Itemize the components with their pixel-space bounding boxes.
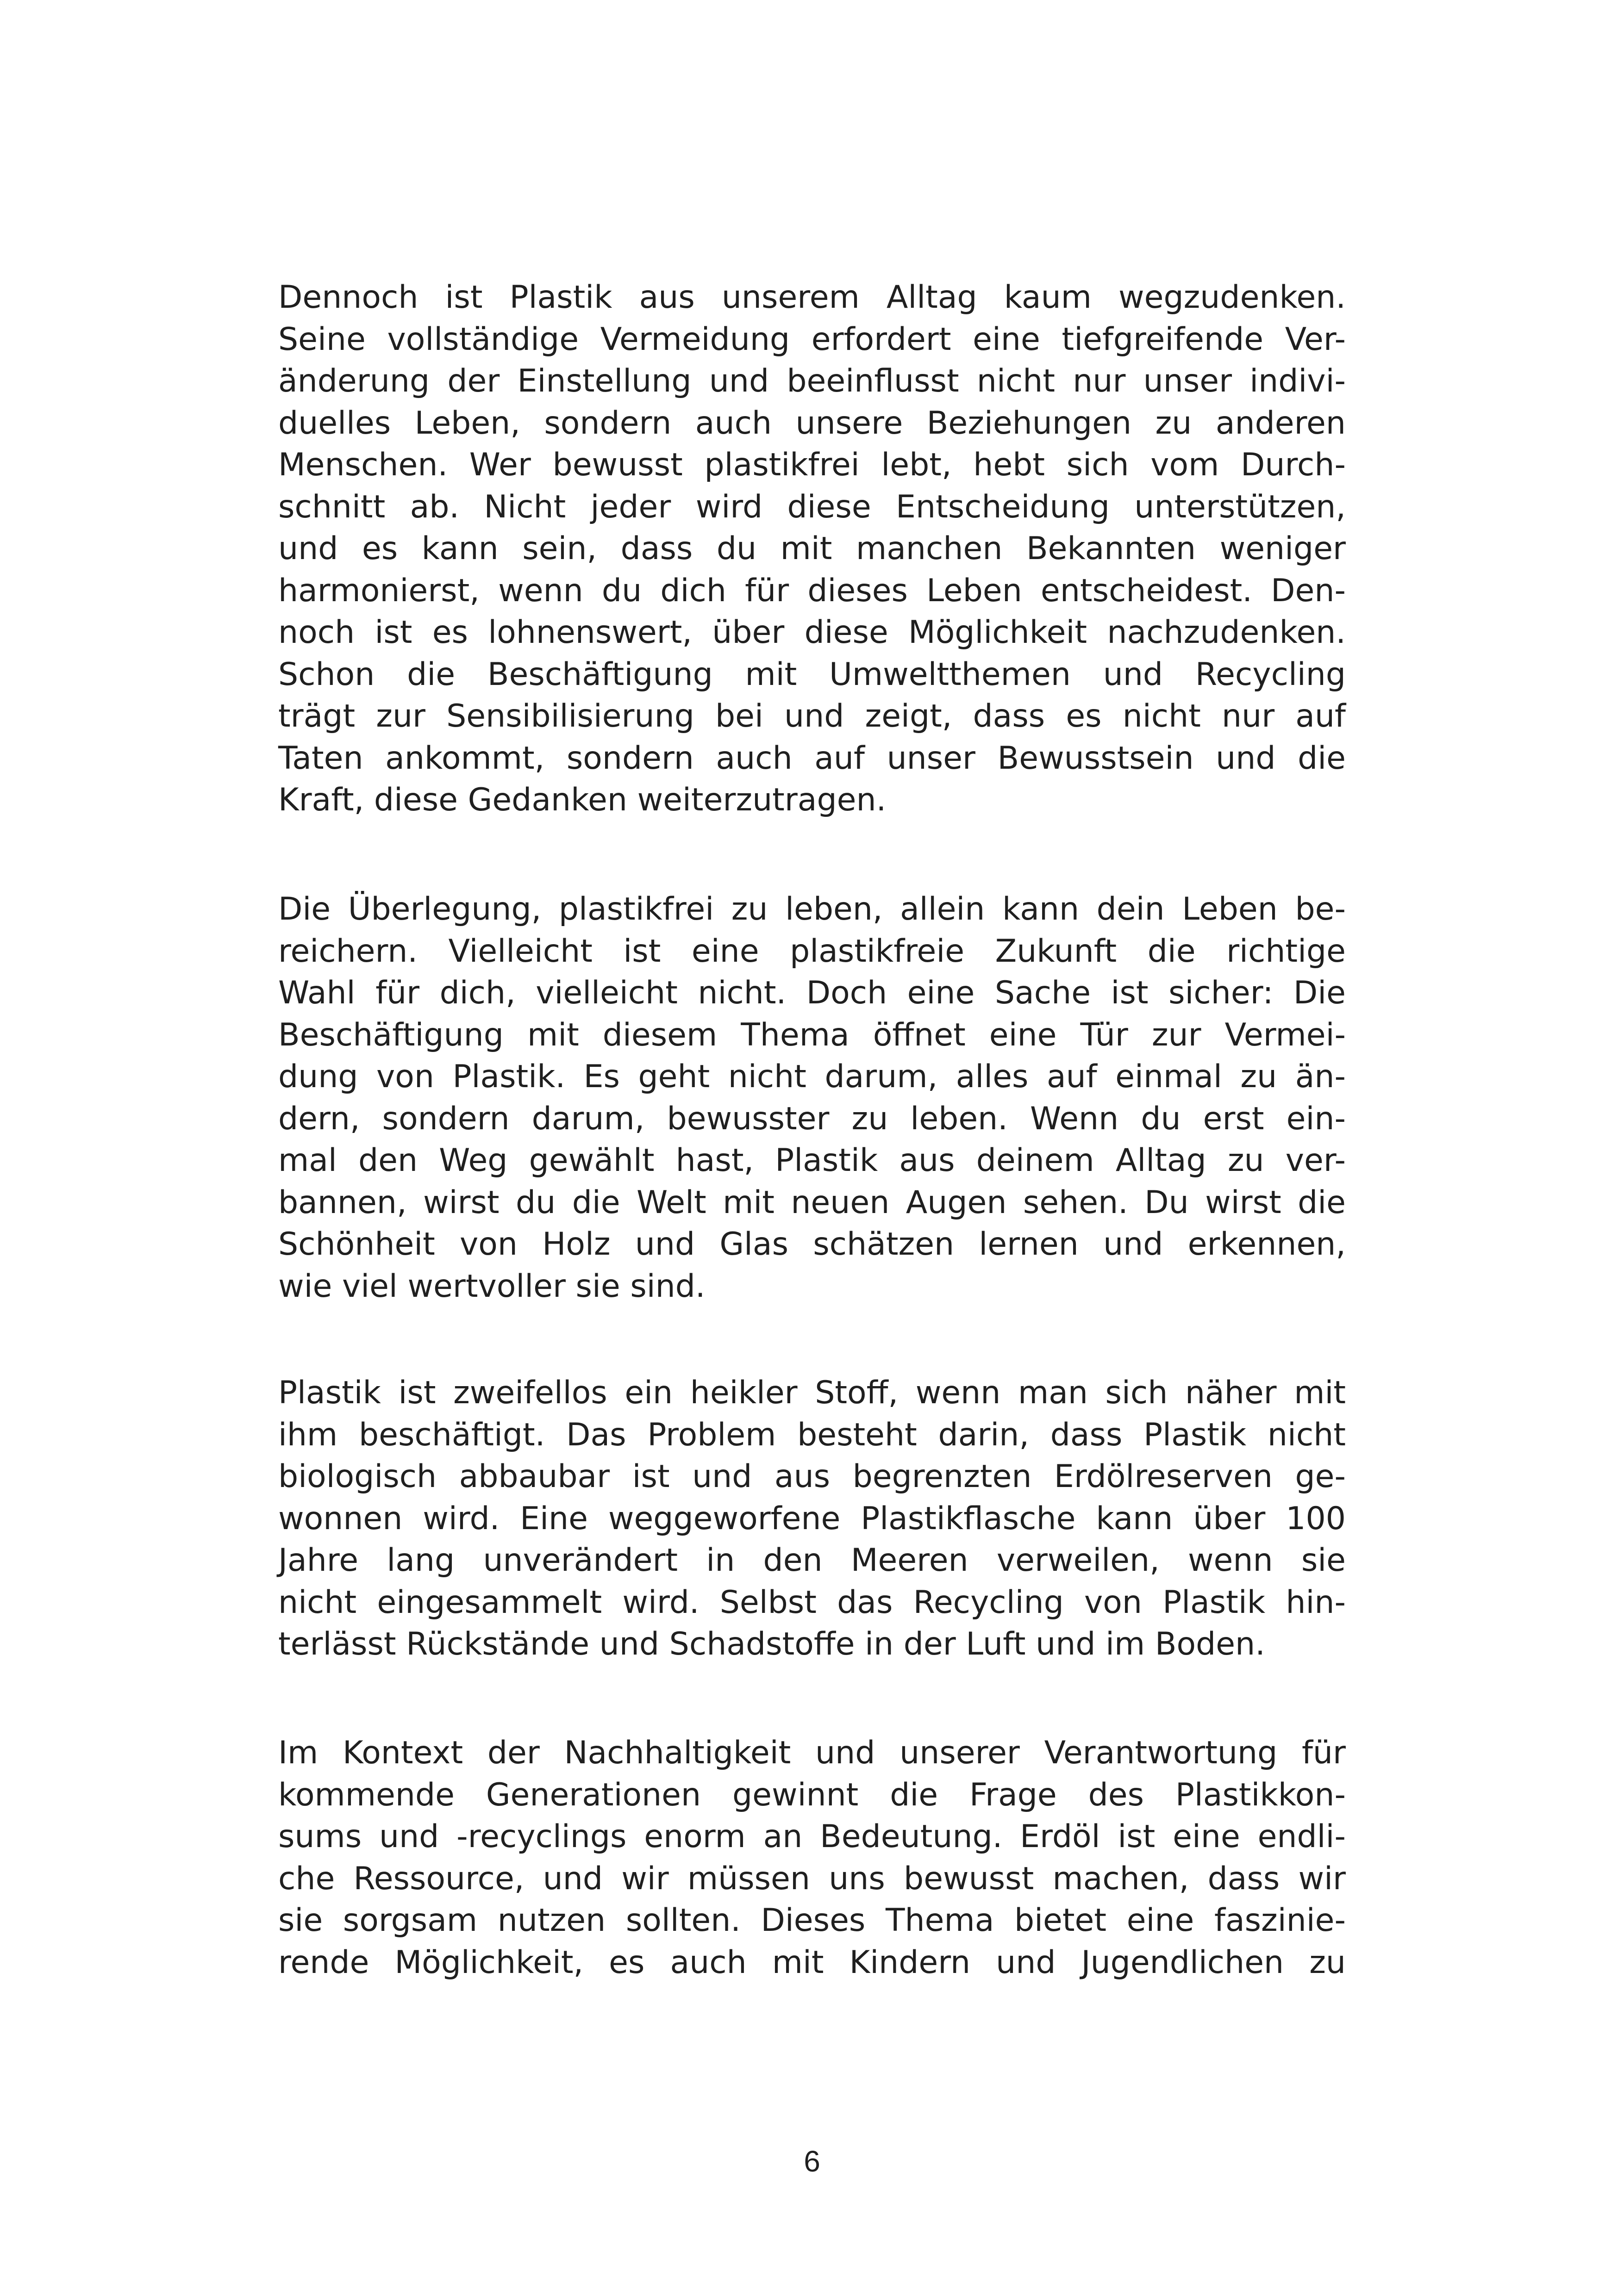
text-line: Jahre lang unverändert in den Meeren verweilen, wenn sie xyxy=(278,1542,1346,1579)
text-line: mal den Weg gewählt hast, Plastik aus deinem Alltag zu ver- xyxy=(278,1142,1346,1179)
text-line: terlässt Rückstände und Schadstoffe in der Luft und im Boden. xyxy=(278,1626,1265,1662)
paragraph-4 xyxy=(278,1732,1346,1984)
text-line: reichern. Vielleicht ist eine plastikfreie Zukunft die richtige xyxy=(278,933,1346,970)
text-line: Plastik ist zweifellos ein heikler Stoff, wenn man sich näher mit xyxy=(278,1375,1346,1411)
text-line: kommende Generationen gewinnt die Frage des Plastikkon- xyxy=(278,1776,1346,1813)
text-line: harmonierst, wenn du dich für dieses Leben entscheidest. Den- xyxy=(278,572,1346,609)
text-line: duelles Leben, sondern auch unsere Beziehungen zu anderen xyxy=(278,404,1346,442)
text-line: biologisch abbaubar ist und aus begrenzten Erdölreserven ge- xyxy=(278,1458,1346,1495)
text-line: Schon die Beschäftigung mit Umweltthemen und Recycling xyxy=(278,656,1346,693)
text-line: Im Kontext der Nachhaltigkeit und unserer Verantwortung für xyxy=(278,1735,1346,1771)
text-line: Seine vollständige Vermeidung erfordert eine tiefgreifende Ver- xyxy=(278,321,1346,358)
text-line: Menschen. Wer bewusst plastikfrei lebt, hebt sich vom Durch- xyxy=(278,447,1346,483)
text-line: Wahl für dich, vielleicht nicht. Doch eine Sache ist sicher: Die xyxy=(278,975,1346,1011)
text-line: nicht eingesammelt wird. Selbst das Recycling von Plastik hin- xyxy=(278,1584,1346,1621)
text-line: wonnen wird. Eine weggeworfene Plastikflasche kann über 100 xyxy=(278,1500,1346,1537)
paragraph-3 xyxy=(278,1372,1346,1666)
paragraph-1 xyxy=(278,277,1346,821)
text-line: Kraft, diese Gedanken weiterzutragen. xyxy=(278,782,887,818)
text-line: bannen, wirst du die Welt mit neuen Augen sehen. Du wirst die xyxy=(278,1184,1346,1221)
text-line: Beschäftigung mit diesem Thema öffnet eine Tür zur Vermei- xyxy=(278,1016,1346,1053)
paragraph-2 xyxy=(278,889,1346,1307)
page-number: 6 xyxy=(804,2145,820,2178)
text-line: sums und -recyclings enorm an Bedeutung. Erdöl ist eine endli- xyxy=(278,1818,1346,1855)
text-line: Schönheit von Holz und Glas schätzen lernen und erkennen, xyxy=(278,1226,1346,1263)
text-line: Dennoch ist Plastik aus unserem Alltag kaum wegzudenken. xyxy=(278,279,1346,316)
text-line: trägt zur Sensibilisierung bei und zeigt, dass es nicht nur auf xyxy=(278,698,1346,734)
text-line: änderung der Einstellung und beeinflusst nicht nur unser indivi- xyxy=(278,363,1346,399)
text-line: dern, sondern darum, bewusster zu leben. Wenn du erst ein- xyxy=(278,1100,1346,1137)
text-line: und es kann sein, dass du mit manchen Bekannten weniger xyxy=(278,530,1346,567)
text-line: sie sorgsam nutzen sollten. Dieses Thema bietet eine faszinie- xyxy=(278,1902,1346,1939)
text-line: schnitt ab. Nicht jeder wird diese Entscheidung unterstützen, xyxy=(278,488,1346,525)
text-line: wie viel wertvoller sie sind. xyxy=(278,1268,706,1305)
text-line: Taten ankommt, sondern auch auf unser Bewusstsein und die xyxy=(278,740,1346,777)
text-line: noch ist es lohnenswert, über diese Möglichkeit nachzudenken. xyxy=(278,614,1346,651)
text-line: ihm beschäftigt. Das Problem besteht darin, dass Plastik nicht xyxy=(278,1416,1346,1453)
text-line: Die Überlegung, plastikfrei zu leben, allein kann dein Leben be- xyxy=(278,891,1346,927)
text-line: che Ressource, und wir müssen uns bewusst machen, dass wir xyxy=(278,1860,1346,1897)
text-line: rende Möglichkeit, es auch mit Kindern und Jugendlichen zu xyxy=(278,1944,1346,1981)
text-line: dung von Plastik. Es geht nicht darum, alles auf einmal zu än- xyxy=(278,1058,1346,1095)
